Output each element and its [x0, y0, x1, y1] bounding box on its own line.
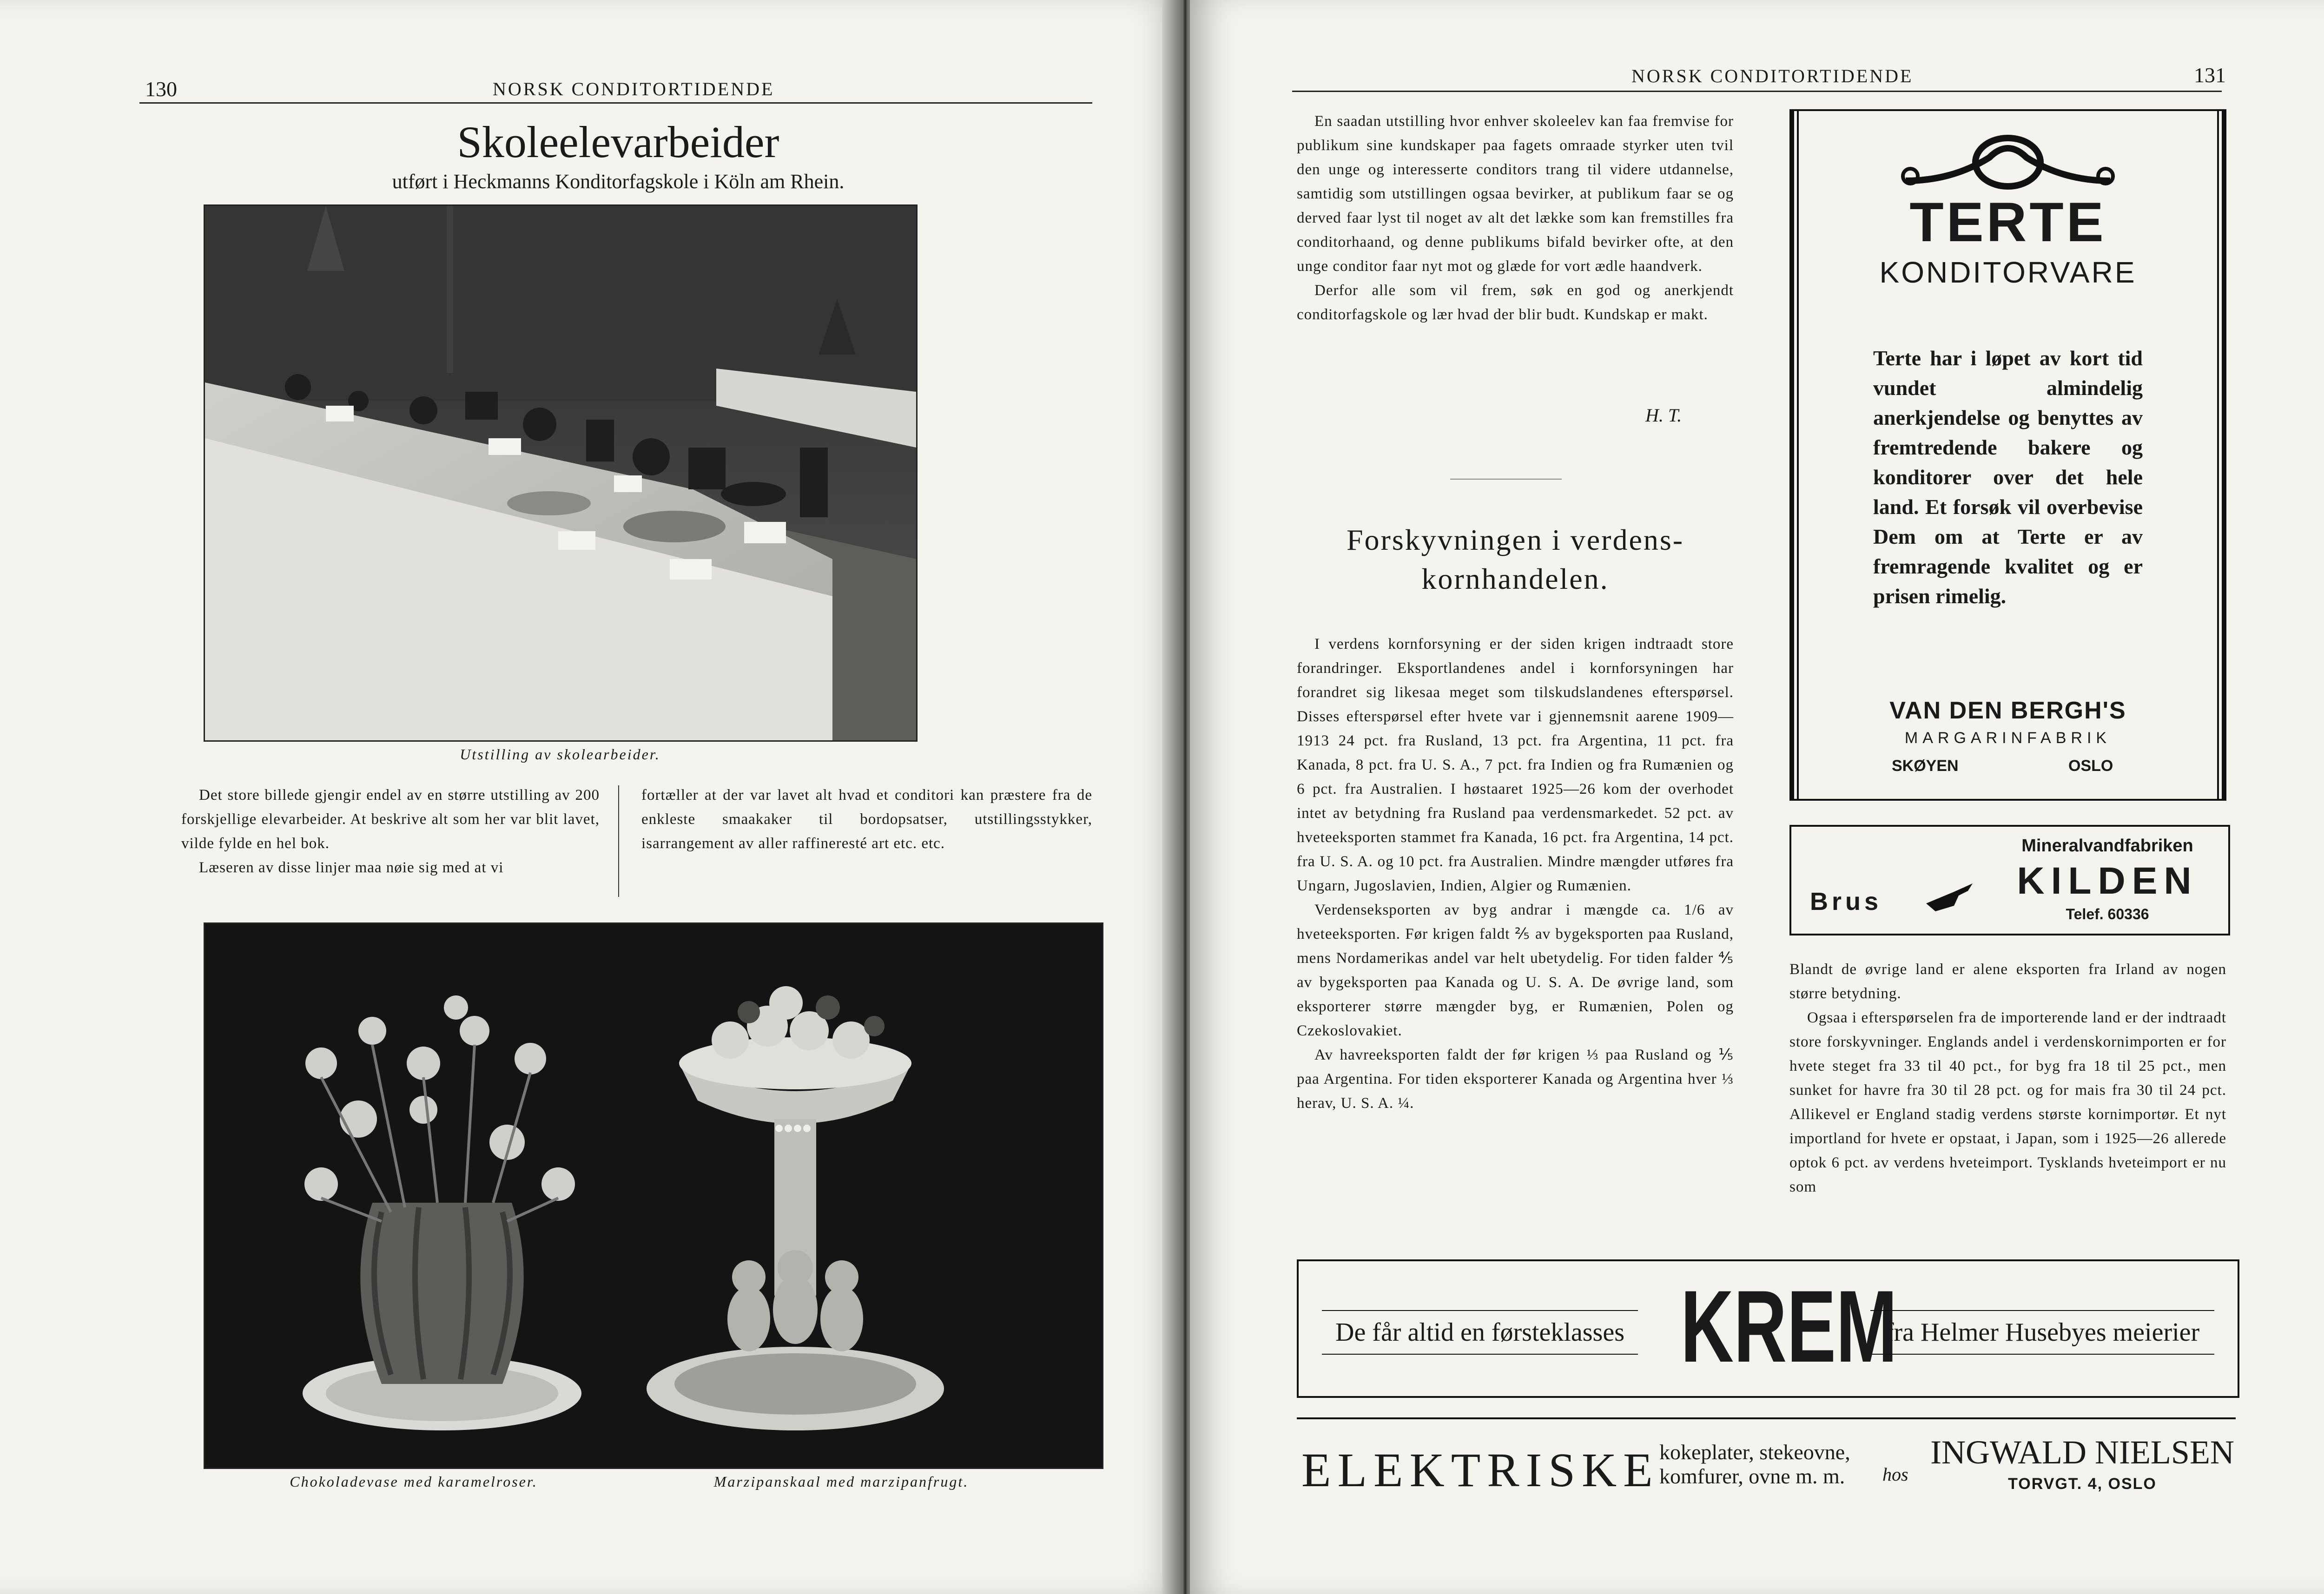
paragraph: Derfor alle som vil frem, søk en god og anerkjendt conditorfagskole og lær hvad der blir budt. Kundskap er makt. [1297, 282, 1734, 323]
header-rule [1292, 91, 2222, 92]
paragraph: Av havreeksporten faldt der før krigen ⅓ paa Rusland og ⅕ paa Argentina. For tiden eksporterer Kanada og Argentina hver ⅓ herav, U. S. A. ¼. [1297, 1047, 1734, 1112]
elektriske-line-2: komfurer, ovne m. m. [1659, 1464, 1845, 1488]
page-number: 131 [2194, 63, 2226, 87]
elektriske-line-1: kokeplater, stekeovne, [1659, 1440, 1850, 1464]
elektriske-hos: hos [1882, 1464, 1908, 1485]
ornament-icon [1896, 130, 2119, 195]
terte-ad [1789, 109, 2226, 801]
paragraph: I verdens kornforsyning er der siden krigen indtraadt store forandringer. Eksportlandenes andel i kornforsyningen har forandret sig likesaa meget som tilskudslandenes efterspørsel. Disses efterspørsel efter hvete var i gjennemsnit aarene 1909—1913 24 pct. fra Rusland, 13 pct. fra Argentina, 11 pct. fra Kanada, 8 pct. fra U. S. A., 7 pct. fra Indien og fra Rumænien og 6 pct. fra Australien. I høstaaret 1925—26 kom der overhodet intet av betydning fra Rusland paa verdensmarkedet. 52 pct. av hveteeksporten stammet fra Kanada, 16 pct. fra Argentina, 14 pct. fra U. S. A. og 10 pct. fra Australien. Mindre mængder utføres fra Ungarn, Jugoslavien, Indien, Algier og Rumænien. [1297, 636, 1734, 894]
terte-text: Terte har i løpet av kort tid vundet almindelig anerkjendelse og benyttes av fremtredende bakere og konditorer over det hele land. Et forsøk vil overbevise Dem om at Terte er av fremragende kvalitet og er prisen rimelig. [1873, 346, 2143, 608]
left-text-col-1 [181, 783, 600, 880]
terte-place-right: OSLO [2068, 757, 2113, 775]
kilden-ad [1789, 825, 2230, 935]
pointing-hand-icon [1921, 878, 1977, 915]
paragraph: fortæller at der var lavet alt hvad et conditori kan præstere fra de enkleste smaakaker til bordopsatser, utstillingsstykker, isarrangement av aller raffineresté art etc. etc. [641, 787, 1092, 852]
krem-left: De får altid en førsteklasses [1322, 1310, 1638, 1355]
kilden-left: Brus [1810, 888, 1882, 916]
elektriske-ad [1297, 1417, 2236, 1512]
intro-text [1297, 109, 1734, 327]
ad-border-right [2217, 111, 2226, 799]
kilden-name: KILDEN [2017, 860, 2198, 902]
ad-border-left [1789, 111, 1799, 799]
article-title: Skoleelevarbeider [457, 117, 779, 167]
terte-logo: TERTE [1909, 191, 2106, 253]
article-title [1297, 520, 1734, 599]
header-rule [139, 102, 1092, 104]
article-title-line-2: kornhandelen. [1421, 562, 1609, 595]
elektriske-lines [1659, 1440, 1850, 1489]
paragraph: Ogsaa i efterspørselen fra de importerende land er der indtraadt store forskyvninger. Englands andel i verdenskornimporten er for hvete steget fra 33 til 40 pct., for byg fra 18 til 25 pct., men sunket for havre fra 30 til 28 pct. og for mais fra 30 til 24 pct. Allikevel er England stadig verdens største kornimportør. Et nyt importland for hvete er opstaat, i Japan, som i 1925—26 allerede optok 6 pct. av verdens hveteimport. Tysklands hveteimport er nu som [1789, 1009, 2226, 1195]
exhibition-photo-image [205, 206, 916, 740]
kilden-top: Mineralvandfabriken [2021, 836, 2193, 856]
terte-maker-sub: MARGARINFABRIK [1904, 729, 2112, 747]
bowl-caption: Marzipanskaal med marzipanfrugt. [713, 1473, 969, 1490]
terte-place-left: SKØYEN [1892, 757, 1959, 775]
vase-caption: Chokoladevase med karamelroser. [290, 1473, 538, 1490]
elektriske-big: ELEKTRISKE [1301, 1443, 1659, 1497]
kilden-phone: Telef. 60336 [2066, 906, 2149, 922]
article-text [1297, 632, 1734, 1115]
section-divider [1450, 479, 1562, 480]
paragraph: Læseren av disse linjer maa nøie sig med at vi [199, 859, 504, 876]
elektriske-address: TORVGT. 4, OSLO [2008, 1475, 2157, 1493]
exhibition-photo [204, 204, 918, 742]
krem-ad [1297, 1259, 2239, 1398]
right-page [1190, 0, 2324, 1594]
page-number: 130 [145, 77, 177, 101]
running-head: NORSK CONDITORTIDENDE [493, 79, 775, 99]
column-divider [618, 785, 619, 897]
article-subtitle: utført i Heckmanns Konditorfagskole i Köln am Rhein. [392, 170, 845, 193]
krem-center: KREM [1680, 1269, 1897, 1383]
running-head: NORSK CONDITORTIDENDE [1631, 66, 1914, 86]
elektriske-name: INGWALD NIELSEN [1930, 1434, 2234, 1471]
krem-right: fra Helmer Husebyes meierier [1870, 1310, 2214, 1355]
paragraph: Blandt de øvrige land er alene eksporten fra Irland av nogen større betydning. [1789, 961, 2226, 1002]
exhibition-caption: Utstilling av skolearbeider. [460, 746, 660, 763]
article-title-line-1: Forskyvningen i verdens- [1346, 523, 1684, 556]
confectionery-photo [204, 922, 1103, 1469]
paragraph: Det store billede gjengir endel av en større utstilling av 200 forskjellige elevarbeider. At beskrive alt som her var blit lavet, vilde fylde en hel bok. [181, 787, 600, 852]
terte-subtitle: KONDITORVARE [1879, 256, 2137, 289]
signature: H. T. [1645, 405, 1682, 426]
continued-text [1789, 957, 2226, 1199]
terte-maker: VAN DEN BERGH'S [1889, 697, 2126, 724]
left-text-col-2 [641, 783, 1092, 856]
paragraph: Verdenseksporten av byg andrar i mængde ca. 1/6 av hveteeksporten. Før krigen faldt ⅖ av bygeksporten paa Rusland, mens Nordamerikas andel var helt ubetydelig. For tiden falder ⅘ av bygeksporten paa Kanada og U. S. A. De øvrige land, som eksporterer større mængder byg, er Rumænien, Polen og Czekoslovakiet. [1297, 902, 1734, 1039]
confectionery-photo-image [205, 924, 1102, 1468]
paragraph: En saadan utstilling hvor enhver skoleelev kan faa fremvise for publikum sine kundskaper paa fagets omraade styrker uten tvil den unge og interesserte conditors trang til videre utdannelse, samtidig som utstillingen ogsaa bevirker, at publikum faar se og derved faar lyst til noget av alt det lække som kan fremstilles fra conditorhaand, og denne publikums bifald bevirker ofte, at den unge conditor faar nyt mot og glæde for vort ædle haandverk. [1297, 113, 1734, 275]
